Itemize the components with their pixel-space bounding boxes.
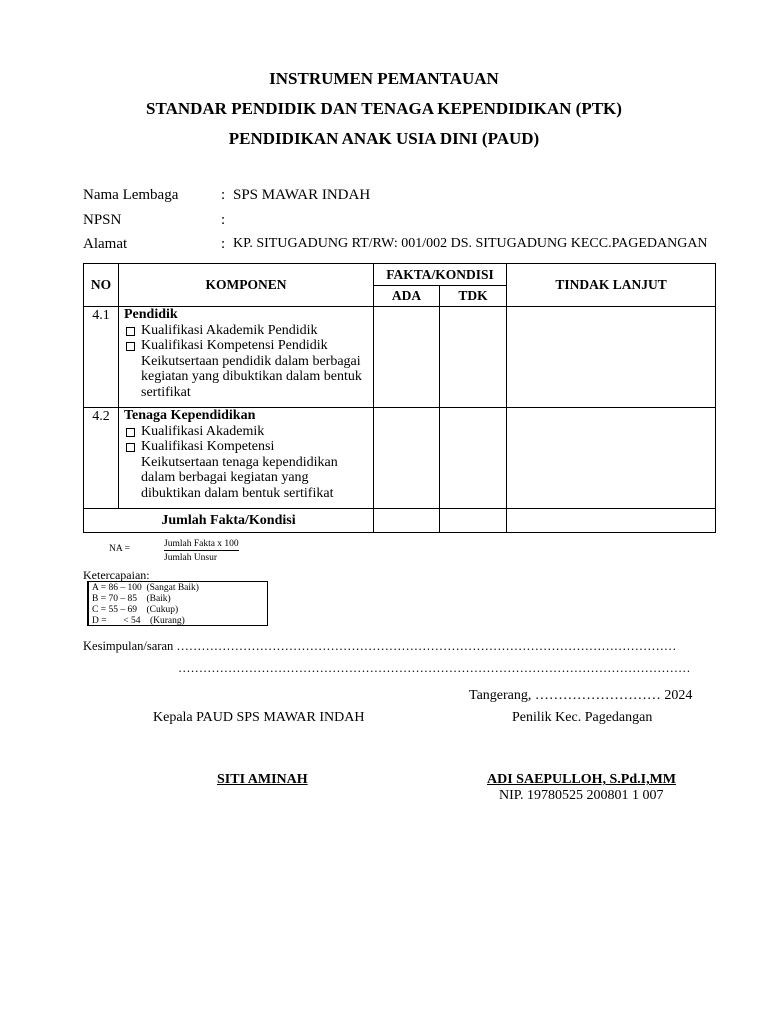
legend-row: B = 70 – 85 (Baik)	[92, 594, 171, 604]
total-tdk-cell	[440, 509, 507, 533]
ada-cell	[374, 408, 440, 509]
kesimpulan-text: Kesimpulan/saran	[83, 639, 174, 653]
formula-label: NA =	[109, 544, 130, 554]
row-number: 4.1	[84, 307, 119, 408]
checkbox-icon	[126, 342, 135, 351]
row-number: 4.2	[84, 408, 119, 509]
checklist-item	[124, 338, 369, 354]
komponen-cell	[119, 307, 374, 408]
table-header-row	[84, 264, 716, 286]
document-subtitle-2: PENDIDIKAN ANAK USIA DINI (PAUD)	[228, 129, 540, 148]
checkbox-icon	[126, 327, 135, 336]
nama-lembaga-value: SPS MAWAR INDAH	[233, 187, 371, 203]
total-row	[84, 509, 716, 533]
komponen-title: Pendidik	[124, 307, 178, 322]
ada-cell	[374, 307, 440, 408]
komponen-cell	[119, 408, 374, 509]
checklist-item	[124, 424, 369, 440]
monitoring-table	[83, 263, 716, 533]
kesimpulan-label	[83, 639, 676, 654]
checkbox-icon	[126, 443, 135, 452]
alamat-colon: :	[221, 236, 226, 252]
checklist-item-label: Kualifikasi Akademik	[141, 423, 265, 439]
document-title: INSTRUMEN PEMANTAUAN	[269, 69, 499, 88]
document-subtitle: STANDAR PENDIDIK DAN TENAGA KEPENDIDIKAN (PTK)	[146, 99, 622, 118]
formula-denominator: Jumlah Unsur	[164, 553, 218, 563]
legend-row: A = 86 – 100 (Sangat Baik)	[92, 583, 199, 593]
ketercapaian-legend	[87, 581, 268, 626]
tindak-lanjut-cell	[507, 408, 716, 509]
header-ada: ADA	[374, 286, 440, 307]
nama-lembaga-colon: :	[221, 187, 226, 203]
right-signer-nip: NIP. 19780525 200801 1 007	[499, 788, 664, 803]
legend-row: C = 55 – 69 (Cukup)	[92, 605, 179, 615]
npsn-label: NPSN	[83, 212, 122, 228]
npsn-colon: :	[221, 212, 226, 228]
place-date: Tangerang, ……………………… 2024	[469, 688, 693, 703]
alamat-value: KP. SITUGADUNG RT/RW: 001/002 DS. SITUGADUNG KECC.PAGEDANGAN	[233, 236, 708, 251]
checklist-item-label: Kualifikasi Kompetensi Pendidik	[141, 338, 328, 353]
header-komponen: KOMPONEN	[119, 264, 374, 307]
tdk-cell	[440, 307, 507, 408]
header-tindak-lanjut: TINDAK LANJUT	[507, 264, 716, 307]
tindak-lanjut-cell	[507, 307, 716, 408]
komponen-title: Tenaga Kependidikan	[124, 408, 256, 423]
checklist-item	[124, 439, 369, 455]
checklist-item	[124, 323, 369, 339]
formula-numerator: Jumlah Fakta x 100	[164, 539, 239, 549]
kesimpulan-dots-line-2: ……………………………………………………………………………………………………………	[178, 661, 691, 675]
checkbox-icon	[126, 428, 135, 437]
left-signer-role: Kepala PAUD SPS MAWAR INDAH	[153, 710, 365, 725]
header-no: NO	[84, 264, 119, 307]
left-signer-name: SITI AMINAH	[217, 772, 308, 787]
komponen-note: Keikutsertaan tenaga kependidikan dalam berbagai kegiatan yang dibuktikan dalam bentuk sertifikat	[141, 454, 338, 501]
ketercapaian-label: Ketercapaian:	[83, 568, 150, 582]
kesimpulan-dots: …………………………………………………………………………………………………………	[176, 639, 677, 653]
nama-lembaga-label: Nama Lembaga	[83, 187, 179, 203]
header-fakta-kondisi: FAKTA/KONDISI	[374, 264, 507, 286]
total-ada-cell	[374, 509, 440, 533]
checklist-item-label: Kualifikasi Akademik Pendidik	[141, 322, 318, 338]
total-tindak-cell	[507, 509, 716, 533]
right-signer-role: Penilik Kec. Pagedangan	[512, 710, 653, 725]
total-label: Jumlah Fakta/Kondisi	[84, 509, 374, 533]
table-row	[84, 408, 716, 509]
table-row	[84, 307, 716, 408]
checklist-item-label: Kualifikasi Kompetensi	[141, 439, 275, 454]
legend-row: D = < 54 (Kurang)	[92, 616, 185, 626]
alamat-label: Alamat	[83, 236, 128, 252]
tdk-cell	[440, 408, 507, 509]
header-tdk: TDK	[440, 286, 507, 307]
right-signer-name: ADI SAEPULLOH, S.Pd.I,MM	[487, 772, 677, 787]
komponen-note: Keikutsertaan pendidik dalam berbagai kegiatan yang dibuktikan dalam bentuk sertifikat	[141, 353, 362, 400]
